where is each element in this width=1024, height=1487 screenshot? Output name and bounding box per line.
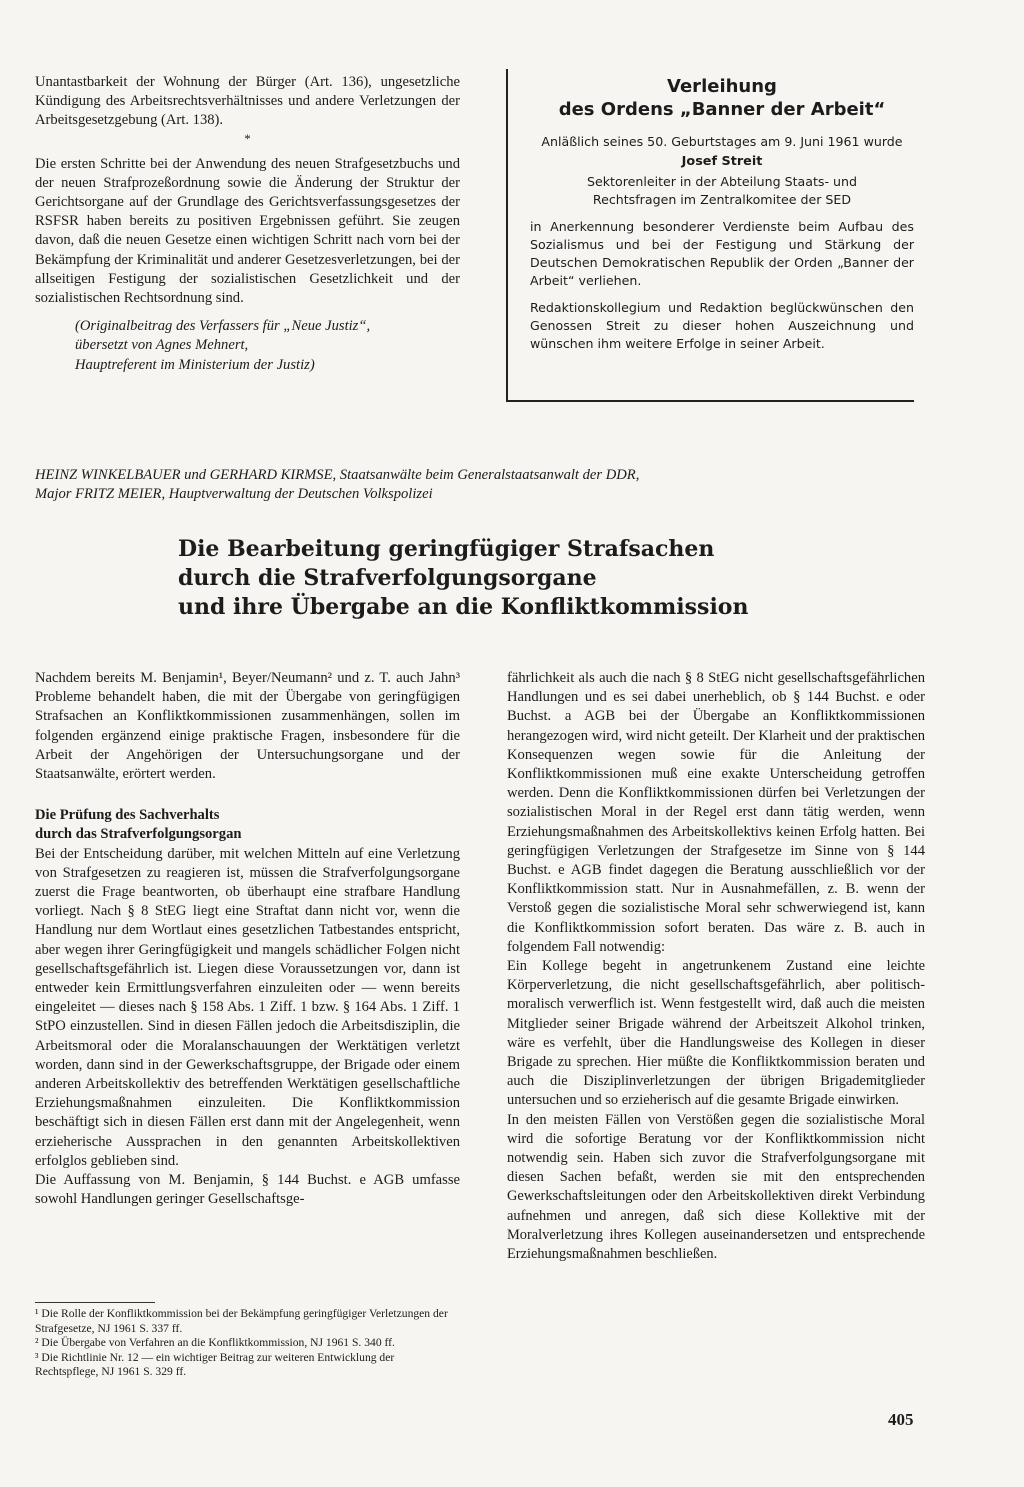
article-headline <box>178 535 818 622</box>
award-title-line: des Ordens „Banner der Arbeit“ <box>558 99 886 120</box>
credit-line: übersetzt von Agnes Mehnert, <box>75 337 249 354</box>
award-recipient-name: Josef Streit <box>681 154 763 169</box>
footnote: ² Die Übergabe von Verfahren an die Konfliktkommission, NJ 1961 S. 340 ff. <box>35 1336 395 1349</box>
subheading-line: Die Prüfung des Sachverhalts <box>35 807 220 824</box>
paragraph: Die Auffassung von M. Benjamin, § 144 Buchst. e AGB umfasse sowohl Handlungen geringer Gesellschaftsge- <box>35 1172 460 1208</box>
footnote-rule <box>35 1302 155 1303</box>
role-line: Rechtsfragen im Zentralkomitee der SED <box>592 192 852 207</box>
headline-line: durch die Strafverfolgungsorgane <box>178 565 597 591</box>
article-column-left <box>35 669 460 1209</box>
award-intro: Anläßlich seines 50. Geburtstages am 9. Juni 1961 wurde <box>541 134 903 149</box>
subheading-line: durch das Strafverfolgungsorgan <box>35 826 242 843</box>
award-body: in Anerkennung besonderer Verdienste beim Aufbau des Sozialismus und bei der Festigung und Stärkung der Deutschen Demokratischen Republik der Orden „Banner der Arbeit“ verliehen. <box>530 219 914 288</box>
intro-article-end <box>35 73 460 375</box>
article-authors <box>35 466 895 504</box>
article-column-right <box>507 669 925 1264</box>
award-announcement-box <box>506 69 914 402</box>
paragraph: In den meisten Fällen von Verstößen gegen die sozialistische Moral wird die sofortige Beratung vor der Konfliktkommission nicht notwendig sein. Haben sich zuvor die Strafverfolgungsorgane mit diesen Sachen befaßt, werden sie mit den entsprechenden Gewerkschaftsleitungen oder den Arbeitskollektiven direkt Verbindung aufnehmen und anregen, daß sich diese Kollektive mit der Moralverletzung ihres Kollegen auseinandersetzen und entsprechende Erziehungsmaßnahmen beschließen. <box>507 1111 925 1263</box>
footnotes <box>35 1302 460 1380</box>
award-congratulations: Redaktionskollegium und Redaktion beglückwünschen den Genossen Streit zu dieser hohen Auszeichnung und wünschen ihm weitere Erfolge in seiner Arbeit. <box>530 300 914 351</box>
paragraph: Nachdem bereits M. Benjamin¹, Beyer/Neumann² und z. T. auch Jahn³ Probleme behandelt haben, die mit der Übergabe von geringfügigen Strafsachen an Konfliktkommissionen zusammenhängen, sollen im folgenden ergänzend einige praktische Fragen, insbesondere für die Arbeit der Angehörigen der Untersuchungsorgane und der Staatsanwälte, erörtert werden. <box>35 670 460 783</box>
source-credit <box>75 317 460 375</box>
role-line: Sektorenleiter in der Abteilung Staats- und <box>587 174 857 189</box>
page-number: 405 <box>888 1410 914 1429</box>
award-recipient-role <box>530 173 914 209</box>
author-line: HEINZ WINKELBAUER und GERHARD KIRMSE, Staatsanwälte beim Generalstaatsanwalt der DDR, <box>35 467 640 483</box>
footnote: ³ Die Richtlinie Nr. 12 — ein wichtiger Beitrag zur weiteren Entwicklung der Rechtspflege, NJ 1961 S. 329 ff. <box>35 1350 395 1378</box>
award-title-line: Verleihung <box>667 76 777 97</box>
headline-line: und ihre Übergabe an die Konfliktkommission <box>178 594 749 620</box>
author-line: Major FRITZ MEIER, Hauptverwaltung der Deutschen Volkspolizei <box>35 486 433 502</box>
footnote: ¹ Die Rolle der Konfliktkommission bei der Bekämpfung geringfügiger Verletzungen der Strafgesetze, NJ 1961 S. 337 ff. <box>35 1307 448 1335</box>
headline-line: Die Bearbeitung geringfügiger Strafsachen <box>178 536 715 562</box>
credit-line: Hauptreferent im Ministerium der Justiz) <box>75 356 315 373</box>
section-separator: * <box>244 130 251 146</box>
award-title <box>530 75 914 121</box>
credit-line: (Originalbeitrag des Verfassers für „Neue Justiz“, <box>75 318 371 335</box>
paragraph: Bei der Entscheidung darüber, mit welchen Mitteln auf eine Verletzung von Strafgesetzen zu reagieren ist, müssen die Strafverfolgungsorgane zuerst die Frage beantworten, ob überhaupt eine strafbare Handlung vorliegt. Nach § 8 StEG liegt eine Straftat dann nicht vor, wenn die Handlung nur dem Wortlaut eines gesetzlichen Tatbestandes entspricht, aber wegen ihrer Geringfügigkeit und mangels schädlicher Folgen nicht gesellschaftsgefährlich ist. Liegen diese Voraussetzungen vor, dann ist entweder kein Ermittlungsverfahren einzuleiten oder — wenn bereits eingeleitet — dieses nach § 158 Abs. 1 Ziff. 1 bzw. § 164 Abs. 1 Ziff. 1 StPO einzustellen. Sind in diesen Fällen jedoch die Arbeitsdisziplin, die Arbeitsmoral oder die Moralanschauungen der Werktätigen verletzt worden, dann sind in der Gewerkschaftsgruppe, der Brigade oder einem anderen Arbeitskollektiv des betreffenden Werktätigen gesellschaftliche Erziehungsmaßnahmen einzuleiten. Die Konfliktkommission beschäftigt sich in diesen Fällen erst dann mit der Angelegenheit, wenn erzieherische Aussprachen in den genannten Arbeitskollektiven erfolglos geblieben sind. <box>35 845 460 1169</box>
paragraph: Die ersten Schritte bei der Anwendung des neuen Strafgesetzbuchs und der neuen Strafprozeßordnung sowie die Änderung der Struktur der Gerichtsorgane auf der Grundlage des Gerichtsverfassungsgesetzes der RSFSR haben bereits zu positiven Ergebnissen geführt. Sie zeugen davon, daß die neuen Gesetze einen wichtigen Schritt nach vorn bei der Bekämpfung der Kriminalität und anderer Gesetzesverletzungen, bei der allseitigen Festigung der sozialistischen Gesetzlichkeit und der sozialistischen Rechtsordnung sind. <box>35 155 460 307</box>
example-case: Ein Kollege begeht in angetrunkenem Zustand eine leichte Körperverletzung, die nicht gesellschaftsgefährlich, aber politisch-moralisch verwerflich ist. Wenn festgestellt wird, daß auch die meisten Mitglieder seiner Brigade während der Arbeitszeit Alkohol trinken, wäre es verfehlt, über die Handlungsweise des Kollegen in dieser Brigade zu sprechen. Hier müßte die Konfliktkommission beraten und auch die Disziplinverletzungen der übrigen Brigademitglieder untersuchen und so erzieherisch auf die gesamte Brigade einwirken. <box>507 958 925 1109</box>
section-subheading <box>35 806 460 844</box>
paragraph: fährlichkeit als auch die nach § 8 StEG nicht gesellschaftsgefährlichen Handlungen und es sei dabei unerheblich, ob § 144 Buchst. e oder Buchst. a AGB bei der Übergabe an Konfliktkommissionen herangezogen wird, wird nicht geteilt. Der Klarheit und der praktischen Konsequenzen wegen sowie für die Anleitung der Konfliktkommissionen muß eine exakte Unterscheidung getroffen werden. Denn die Konfliktkommissionen dürfen bei Verletzungen der sozialistischen Moral in der Regel erst dann tätig werden, wenn Erziehungsmaßnahmen des Arbeitskollektivs keinen Erfolg hatten. Bei geringfügigen Verletzungen der Strafgesetze im Sinne von § 144 Buchst. e AGB findet dagegen die Beratung ausschließlich vor der Konfliktkommission statt. Nur in Ausnahmefällen, z. B. wenn der Verstoß gegen die sozialistische Moral sehr schwerwiegend ist, kann die Konfliktkommission sofort beraten. Das wäre z. B. auch in folgendem Fall notwendig: <box>507 670 925 955</box>
paragraph: Unantastbarkeit der Wohnung der Bürger (Art. 136), ungesetzliche Kündigung des Arbeitsrechtsverhältnisses und andere Verletzungen der Arbeitsgesetzgebung (Art. 138). <box>35 74 460 129</box>
